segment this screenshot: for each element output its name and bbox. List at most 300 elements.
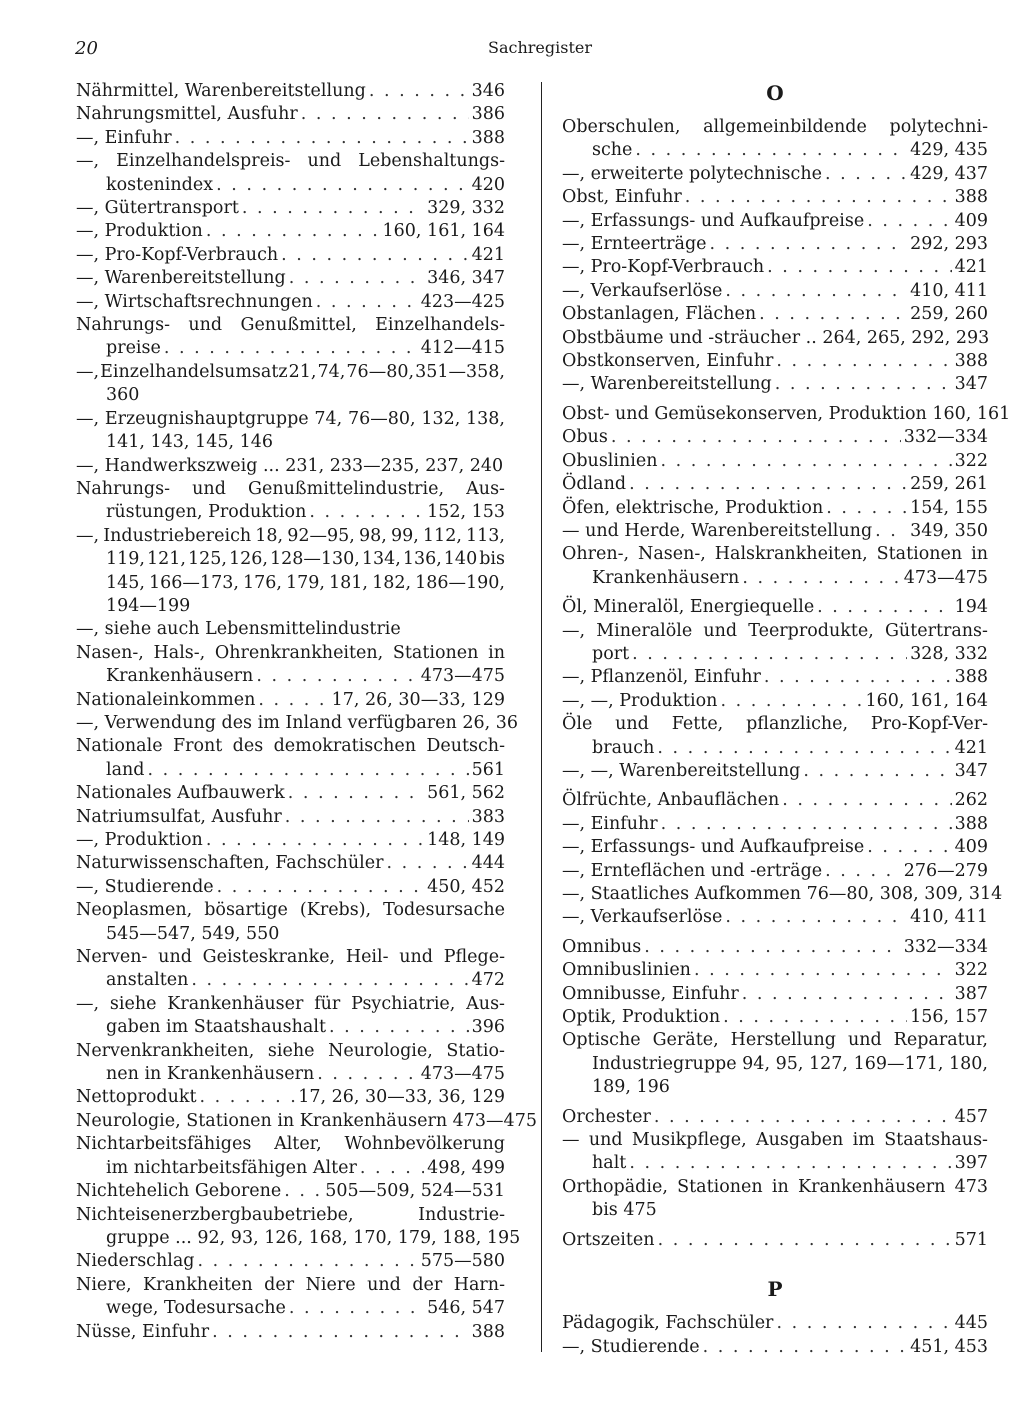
entry-word: 126, xyxy=(228,549,268,570)
dot-leader xyxy=(742,567,900,590)
entry-word: Ohren-, xyxy=(562,544,630,565)
entry-word: Stationen xyxy=(677,1176,763,1197)
entry-pages: 409 xyxy=(954,837,988,858)
entry-word: 125, xyxy=(187,549,227,570)
entry-word: des xyxy=(232,736,264,757)
dot-leader xyxy=(803,760,951,783)
index-entry xyxy=(562,450,988,473)
entry-word: Heil- xyxy=(345,947,389,968)
entry-term: Nationaleinkommen xyxy=(76,689,256,710)
entry-word: Stationen xyxy=(392,642,479,663)
entry-word: Pflege- xyxy=(443,947,505,968)
entry-word: in xyxy=(971,544,988,565)
index-entry xyxy=(562,473,988,496)
entry-word: (Krebs), xyxy=(299,900,372,921)
index-entry-line xyxy=(562,1053,988,1076)
index-entry xyxy=(562,210,988,233)
index-entry xyxy=(76,1321,505,1344)
index-entry-line xyxy=(76,314,505,337)
entry-word: 21, xyxy=(288,361,317,382)
entry-pages: 160, 161, 164 xyxy=(865,690,988,711)
entry-pages: 423—425 xyxy=(420,291,505,312)
entry-word: pflanzliche, xyxy=(746,714,849,735)
entry-pages: 421 xyxy=(954,737,988,758)
dot-leader xyxy=(206,220,380,243)
entry-word: demokratischen xyxy=(273,736,416,757)
entry-word: Alter, xyxy=(274,1134,322,1155)
entry-term: Nationales Aufbauwerk xyxy=(76,783,285,804)
entry-term: —, erweiterte polytechnische xyxy=(562,163,822,184)
entry-word: 182, xyxy=(372,572,412,593)
entry-pages: 17, 26, 30—33, 129 xyxy=(331,689,505,710)
entry-term: gaben im Staatshaushalt xyxy=(106,1017,326,1038)
entry-word: Oberschulen, xyxy=(562,117,681,137)
index-entry xyxy=(562,936,988,959)
index-entry xyxy=(562,1336,988,1359)
entry-word: für xyxy=(314,993,341,1014)
entry-pages: 262 xyxy=(954,790,988,811)
entry-word: Niere xyxy=(305,1274,356,1295)
entry-term: —, Produktion xyxy=(76,221,203,242)
entry-term: —, Einfuhr xyxy=(562,813,658,834)
dot-leader xyxy=(256,665,417,688)
entry-word: 98, xyxy=(358,525,387,546)
entry-word: Front xyxy=(172,736,223,757)
entry-word: Neurologie, xyxy=(328,1040,433,1061)
index-entry xyxy=(76,80,505,103)
entry-word: Nahrungs- xyxy=(76,478,171,499)
entry-word: Industrie- xyxy=(418,1204,505,1225)
index-entry xyxy=(76,1016,505,1039)
entry-term: —, Produktion xyxy=(76,830,203,850)
dot-leader xyxy=(288,782,424,805)
entry-word: Genußmittelindustrie, xyxy=(248,478,445,499)
dot-leader xyxy=(658,1229,952,1252)
entry-word: 99, xyxy=(390,525,419,546)
entry-word: Nasen-, xyxy=(638,544,706,565)
entry-term: Obstanlagen, Flächen xyxy=(562,304,757,325)
index-entry xyxy=(562,373,988,396)
entry-word: 145, xyxy=(106,572,145,593)
index-entry xyxy=(76,267,505,290)
index-entry xyxy=(562,256,988,279)
entry-word: Krankenhäuser xyxy=(167,993,304,1014)
dot-leader xyxy=(759,303,907,326)
entry-word: 138, xyxy=(466,408,505,429)
index-entry xyxy=(76,1086,505,1109)
entry-pages: 259, 260 xyxy=(910,304,988,325)
index-entry xyxy=(76,127,505,150)
index-entry xyxy=(562,350,988,373)
entry-word: in xyxy=(771,1176,789,1197)
dot-leader xyxy=(289,267,424,290)
entry-word: — xyxy=(562,1130,580,1151)
index-entry-line: Obstbäume und -sträucher .. 264, 265, 292, 293 xyxy=(562,327,990,348)
entry-term: Obst, Einfuhr xyxy=(562,187,682,208)
entry-pages: 444 xyxy=(471,853,505,874)
entry-pages: 546, 547 xyxy=(427,1298,505,1319)
entry-pages: 412—415 xyxy=(420,338,505,359)
entry-term: nen in Krankenhäusern xyxy=(106,1064,315,1085)
entry-term: im nichtarbeitsfähigen Alter xyxy=(106,1157,357,1178)
entry-word: Musikpflege, xyxy=(631,1130,747,1151)
entry-word: Aus- xyxy=(466,993,505,1014)
index-entry xyxy=(562,836,988,859)
dot-leader xyxy=(289,1297,424,1320)
entry-word: 74, xyxy=(314,408,343,429)
entry-pages: 387 xyxy=(954,983,988,1004)
entry-pages: 328, 332 xyxy=(910,643,988,664)
index-entry-line xyxy=(76,642,505,665)
entry-term: port xyxy=(592,643,630,664)
entry-term: Optik, Produktion xyxy=(562,1007,721,1028)
dot-leader xyxy=(199,1086,295,1109)
entry-pages: 332—334 xyxy=(903,936,988,957)
index-column-left xyxy=(76,80,537,1344)
index-entry xyxy=(76,1250,505,1273)
index-entry xyxy=(562,186,988,209)
entry-term: Öfen, elektrische, Produktion xyxy=(562,497,824,518)
entry-term: Omnibuslinien xyxy=(562,960,691,981)
entry-term: —, —, Produktion xyxy=(562,690,718,711)
entry-pages: 451, 453 xyxy=(910,1336,988,1357)
entry-term: Ortszeiten xyxy=(562,1229,655,1250)
entry-pages: 409 xyxy=(954,210,988,231)
dot-leader xyxy=(369,80,469,103)
index-entry xyxy=(76,291,505,314)
index-entry xyxy=(76,829,505,852)
entry-word: und xyxy=(158,947,192,968)
entry-word: 95, xyxy=(775,1053,804,1074)
entry-term: Obus xyxy=(562,427,608,448)
entry-pages: 346, 347 xyxy=(427,268,505,289)
entry-pages: 571 xyxy=(954,1229,988,1250)
dot-leader xyxy=(767,256,951,279)
index-entry-line xyxy=(76,1274,505,1297)
entry-word: Orthopädie, xyxy=(562,1176,668,1197)
index-entry-line: —, siehe auch Lebensmittelindustrie xyxy=(76,619,401,640)
dot-leader xyxy=(217,876,424,899)
dot-leader xyxy=(629,1152,951,1175)
entry-word: bösartige xyxy=(204,900,288,921)
entry-pages: 498, 499 xyxy=(427,1157,505,1178)
entry-term: Pädagogik, Fachschüler xyxy=(562,1313,774,1334)
index-entry xyxy=(76,689,505,712)
entry-word: Nervenkrankheiten, xyxy=(76,1040,255,1061)
dot-leader xyxy=(164,337,418,360)
entry-pages: 410, 411 xyxy=(910,907,988,928)
entry-pages: 561 xyxy=(471,759,505,780)
index-entry-line xyxy=(562,713,988,736)
index-entry xyxy=(76,876,505,899)
index-entry xyxy=(76,103,505,126)
entry-pages: 473—475 xyxy=(420,666,505,687)
index-entry xyxy=(562,983,988,1006)
dot-leader xyxy=(825,163,907,186)
entry-term: halt xyxy=(592,1153,627,1174)
index-entry xyxy=(76,665,505,688)
entry-word: 94, xyxy=(742,1053,771,1074)
entry-word: 121, xyxy=(146,549,186,570)
entry-term: Nährmittel, Warenbereitstellung xyxy=(76,81,366,101)
dot-leader xyxy=(703,1336,907,1359)
dot-leader xyxy=(654,1106,952,1129)
index-entry xyxy=(76,852,505,875)
index-entry-line xyxy=(76,361,505,384)
entry-pages: 397 xyxy=(954,1153,988,1174)
dot-leader xyxy=(723,1006,907,1029)
entry-word: —, xyxy=(76,993,100,1014)
entry-word: 132, xyxy=(421,408,461,429)
index-entry xyxy=(562,163,988,186)
entry-term: Ölfrüchte, Anbauflächen xyxy=(562,790,780,811)
dot-leader xyxy=(776,350,951,373)
index-entry xyxy=(562,426,988,449)
index-entry xyxy=(562,737,988,760)
entry-word: —, xyxy=(76,525,100,546)
entry-term: wege, Todesursache xyxy=(106,1298,286,1319)
entry-pages: 332—334 xyxy=(903,427,988,448)
entry-term: anstalten xyxy=(106,970,189,991)
dot-leader xyxy=(782,789,951,812)
entry-pages: 259, 261 xyxy=(910,474,988,495)
dot-leader xyxy=(284,1180,322,1203)
entry-term: Obuslinien xyxy=(562,450,658,471)
entry-word: und xyxy=(847,1030,882,1051)
index-entry xyxy=(562,690,988,713)
entry-pages: 148, 149 xyxy=(427,830,505,850)
page-number: 20 xyxy=(75,38,98,59)
index-column-right xyxy=(562,80,1011,1359)
index-entry xyxy=(76,501,505,524)
index-entry xyxy=(562,520,988,543)
entry-term: Omnibusse, Einfuhr xyxy=(562,983,739,1004)
entry-pages: 396 xyxy=(471,1017,505,1038)
entry-word: Nichteisenerzbergbaubetriebe, xyxy=(76,1204,354,1225)
entry-word: Pro-Kopf-Ver- xyxy=(870,714,988,735)
index-entry-line: bis 475 xyxy=(592,1200,657,1221)
entry-word: siehe xyxy=(267,1040,315,1061)
index-entry-line xyxy=(76,525,505,548)
entry-term: Nichtehelich Geborene xyxy=(76,1181,282,1202)
entry-word: Krankenhäusern xyxy=(798,1176,946,1197)
dot-leader xyxy=(742,983,952,1006)
entry-term: —, Verkaufserlöse xyxy=(562,907,723,928)
dot-leader xyxy=(825,860,901,883)
entry-word: 92—95, xyxy=(287,525,355,546)
entry-term: —, Erfassungs- und Aufkaufpreise xyxy=(562,210,865,231)
entry-pages: 154, 155 xyxy=(910,497,988,518)
index-entry xyxy=(562,1312,988,1335)
entry-word: Deutsch- xyxy=(426,736,505,757)
dot-leader xyxy=(281,244,468,267)
entry-pages: 457 xyxy=(954,1106,988,1127)
entry-pages: 347 xyxy=(954,374,988,395)
entry-pages: 329, 332 xyxy=(427,198,505,219)
entry-term: Omnibus xyxy=(562,936,642,957)
index-entry-line: —, Staatliches Aufkommen 76—80, 308, 309, 314 xyxy=(562,884,1003,904)
index-entry xyxy=(562,666,988,689)
entry-pages: 156, 157 xyxy=(910,1007,988,1028)
entry-word: in xyxy=(488,642,505,663)
dot-leader xyxy=(212,1321,469,1344)
entry-term: —, Verkaufserlöse xyxy=(562,280,723,301)
entry-word: 140 xyxy=(443,549,478,570)
index-entry-line: —, Verwendung des im Inland verfügbaren 26, 36 xyxy=(76,712,519,733)
index-entry xyxy=(562,1106,988,1129)
entry-pages: 388 xyxy=(954,813,988,834)
section-letter-heading: O xyxy=(766,81,784,105)
entry-term: —, Studierende xyxy=(562,1336,700,1357)
dot-leader xyxy=(242,197,424,220)
entry-word: Geisteskranke, xyxy=(202,947,336,968)
entry-word: der xyxy=(264,1274,295,1295)
entry-word: Ausgaben xyxy=(755,1130,844,1151)
index-entry xyxy=(562,497,988,520)
index-entry-line: 189, 196 xyxy=(592,1077,670,1098)
index-entry xyxy=(76,969,505,992)
index-entry-line xyxy=(76,899,505,922)
index-entry xyxy=(76,782,505,805)
index-entry xyxy=(76,806,505,829)
entry-term: Natriumsulfat, Ausfuhr xyxy=(76,806,282,827)
entry-pages: 194 xyxy=(954,597,988,618)
entry-word: Psychiatrie, xyxy=(351,993,456,1014)
entry-pages: 473—475 xyxy=(420,1064,505,1085)
index-entry-line xyxy=(562,1129,988,1152)
entry-word: Einzelhandels- xyxy=(375,315,505,336)
entry-pages: 472 xyxy=(471,970,505,991)
page-header: Sachregister xyxy=(488,38,592,57)
dot-leader xyxy=(817,596,951,619)
entry-word: 76—80, xyxy=(346,361,415,382)
entry-pages: 386 xyxy=(471,104,505,125)
index-entry-line xyxy=(76,408,505,431)
dot-leader xyxy=(685,186,952,209)
dot-leader xyxy=(776,1312,951,1335)
entry-pages: 445 xyxy=(954,1313,988,1334)
entry-word: Aus- xyxy=(466,478,505,499)
entry-word: —, xyxy=(76,151,100,172)
entry-word: 119, xyxy=(106,549,145,570)
entry-term: —, Einfuhr xyxy=(76,127,172,148)
dot-leader xyxy=(191,969,468,992)
entry-word: Krankheiten xyxy=(143,1274,253,1295)
entry-word: 76—80, xyxy=(347,408,416,429)
entry-word: allgemeinbildende xyxy=(703,117,867,137)
entry-pages: 388 xyxy=(954,351,988,372)
dot-leader xyxy=(206,829,424,852)
entry-term: —, Pflanzenöl, Einfuhr xyxy=(562,667,761,688)
entry-word: 136, xyxy=(402,549,442,570)
index-entry-line xyxy=(76,478,505,501)
entry-pages: 388 xyxy=(471,127,505,148)
entry-term: Niederschlag xyxy=(76,1251,195,1272)
entry-word: bis xyxy=(479,549,505,570)
index-entry-line xyxy=(76,946,505,969)
entry-word: Ohrenkrankheiten, xyxy=(214,642,384,663)
entry-word: und xyxy=(367,1274,401,1295)
index-entry xyxy=(562,596,988,619)
index-entry-line xyxy=(562,620,988,643)
dot-leader xyxy=(725,906,907,929)
entry-word: 134, xyxy=(361,549,401,570)
entry-word: Einzelhandelspreis- xyxy=(116,151,291,172)
index-entry-line xyxy=(562,543,988,566)
entry-term: Öl, Mineralöl, Energiequelle xyxy=(562,597,815,618)
entry-pages: 388 xyxy=(954,667,988,688)
entry-word: und xyxy=(703,620,738,641)
entry-term: sche xyxy=(592,140,633,161)
dot-leader xyxy=(826,497,907,520)
entry-term: Krankenhäusern xyxy=(106,666,254,687)
index-entry-line xyxy=(76,735,505,758)
index-entry-line xyxy=(76,1204,505,1227)
entry-term: —, —, Warenbereitstellung xyxy=(562,760,801,781)
index-entry-line: —, Handwerkszweig ... 231, 233—235, 237, 240 xyxy=(76,455,504,476)
entry-word: 18, xyxy=(255,525,284,546)
index-entry xyxy=(562,643,988,666)
entry-term: Nettoprodukt xyxy=(76,1087,197,1108)
entry-term: —, Erfassungs- und Aufkaufpreise xyxy=(562,837,865,858)
entry-word: 180, xyxy=(949,1053,988,1074)
dot-leader xyxy=(216,174,469,197)
entry-word: 181, xyxy=(329,572,368,593)
entry-word: Öle xyxy=(562,714,593,735)
dot-leader xyxy=(875,520,907,543)
entry-word: Industriebereich xyxy=(103,525,252,546)
entry-word: 176, xyxy=(242,572,282,593)
index-entry-line xyxy=(562,1176,988,1199)
index-entry xyxy=(562,1006,988,1029)
entry-term: —, Ernteflächen und -erträge xyxy=(562,860,823,881)
dot-leader xyxy=(197,1250,417,1273)
entry-word: Genußmittel, xyxy=(240,315,357,336)
entry-pages: 505—509, 524—531 xyxy=(325,1181,505,1202)
dot-leader xyxy=(725,280,907,303)
index-entry xyxy=(562,760,988,783)
index-entry-line xyxy=(76,1133,505,1156)
index-entry xyxy=(562,1229,988,1252)
entry-word: 112, xyxy=(422,525,462,546)
entry-word: 128—130, xyxy=(269,549,360,570)
index-entry-line xyxy=(562,1029,988,1052)
index-entry-line xyxy=(76,150,505,173)
index-entry-line: gruppe ... 92, 93, 126, 168, 170, 179, 188, 195 xyxy=(106,1227,521,1248)
dot-leader xyxy=(386,852,468,875)
entry-pages: 429, 435 xyxy=(910,140,988,161)
entry-word: Nerven- xyxy=(76,947,148,968)
entry-word: siehe xyxy=(109,993,157,1014)
entry-word: 186—190, xyxy=(415,572,505,593)
index-entry-line xyxy=(76,548,505,571)
entry-term: —, Studierende xyxy=(76,876,214,897)
entry-term: —, Warenbereitstellung xyxy=(562,374,772,395)
entry-word: —, xyxy=(562,620,586,641)
entry-word: Nationale xyxy=(76,736,163,757)
entry-pages: 388 xyxy=(471,1321,505,1342)
dot-leader xyxy=(316,291,418,314)
entry-word: 473 xyxy=(954,1176,988,1197)
entry-word: Nahrungs- xyxy=(76,315,171,336)
entry-word: Halskrankheiten, xyxy=(714,544,868,565)
entry-word: Harn- xyxy=(453,1274,505,1295)
entry-term: brauch xyxy=(592,737,655,758)
entry-term: —, Pro-Kopf-Verbrauch xyxy=(562,257,765,278)
index-entry xyxy=(76,1180,505,1203)
entry-pages: 383 xyxy=(471,806,505,827)
index-entry xyxy=(76,174,505,197)
